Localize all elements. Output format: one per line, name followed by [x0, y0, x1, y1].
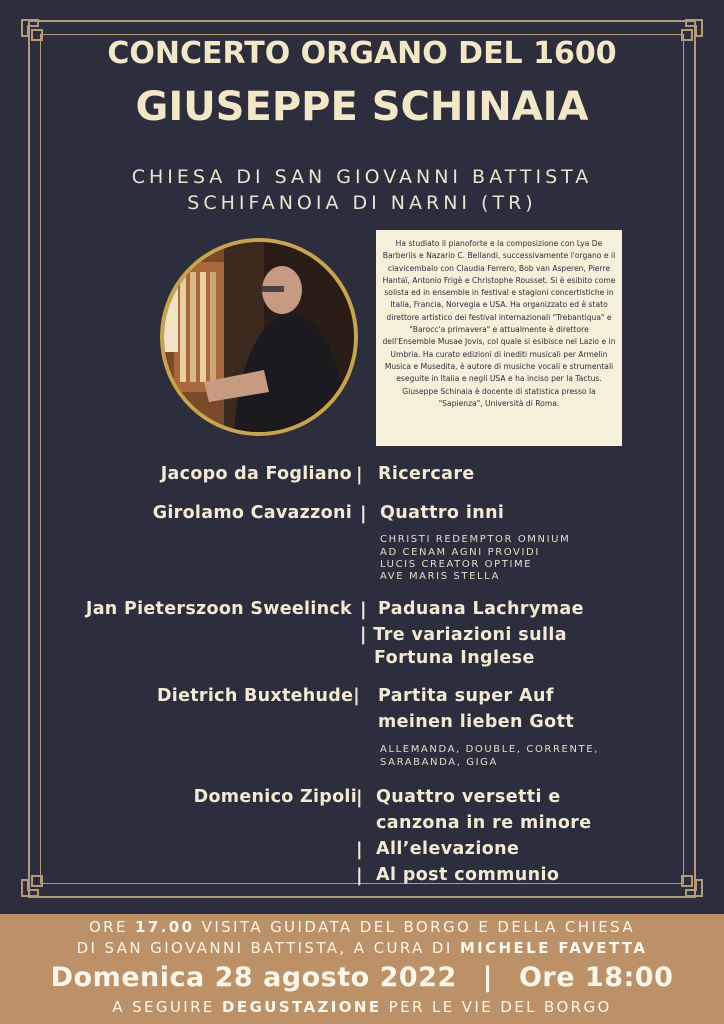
performer-biography: Ha studiato il pianoforte e la composizione con Lya De Barberiis e Nazario C. Bellandi, successivamente l'organo e il clavicembalo con Claudia Ferrero, Bob van Asperen, Pierre Hantaï, Antonio Frigè e Christophe Rousset. Si è esibito come solista ed in ensemble in festival e stagioni concertistiche in Italia, Francia, Norvegia e USA. Ha organizzato ed è stato direttore artistico dei festival internazionali "Trebantiqua" e "Barocc'a primavera" e attualmente è direttore dell'Ensemble Musae Jovis, col quale si esibisce nel Lazio e in Umbria. Ha curato edizioni di inediti musicali per Armelin Musica e Musedita, è autore di musiche vocali e strumentali eseguite in Italia e negli USA e ha inciso per la Tactus. Giuseppe Schinaia è docente di statistica presso la "Sapienza", Università di Roma.: [376, 230, 622, 446]
corner-ornament-icon: [674, 868, 704, 898]
tour-text: ORE: [88, 918, 136, 936]
piece-title: Al post communio: [376, 865, 560, 885]
separator: |: [356, 865, 363, 886]
venue-church: CHIESA DI SAN GIOVANNI BATTISTA: [131, 166, 593, 188]
separator: |: [482, 962, 494, 993]
tour-time: 17.00: [135, 918, 195, 936]
composer-name: Jan Pieterszoon Sweelinck: [85, 599, 352, 619]
guided-tour-line: [0, 918, 724, 936]
separator: |: [360, 599, 367, 620]
separator: |: [356, 839, 363, 860]
event-time: Ore 18:00: [518, 962, 674, 993]
piece-subtitle: LUCIS CREATOR OPTIME: [380, 559, 533, 570]
guide-line: [0, 939, 724, 957]
event-date: Domenica 28 agosto 2022: [50, 962, 457, 993]
piece-title: Ricercare: [378, 464, 475, 484]
tasting-highlight: DEGUSTAZIONE: [221, 998, 382, 1016]
piece-title: Fortuna Inglese: [374, 648, 535, 668]
composer-name: Dietrich Buxtehude|: [156, 686, 360, 706]
tasting-text: A SEGUIRE: [112, 998, 222, 1016]
event-date-line: [0, 962, 724, 993]
separator: |: [360, 503, 367, 524]
piece-subtitle: AVE MARIS STELLA: [380, 571, 501, 582]
composer-name: Girolamo Cavazzoni: [152, 503, 352, 523]
venue-town: SCHIFANOIA DI NARNI (TR): [187, 192, 537, 214]
piece-title: canzona in re minore: [376, 813, 592, 833]
concert-title: CONCERTO ORGANO DEL 1600: [107, 36, 617, 71]
corner-ornament-icon: [20, 868, 50, 898]
guide-name: MICHELE FAVETTA: [459, 939, 648, 957]
piece-subtitle: AD CENAM AGNI PROVIDI: [380, 547, 540, 558]
tour-text: VISITA GUIDATA DEL BORGO E DELLA CHIESA: [194, 918, 636, 936]
piece-subtitle: ALLEMANDA, DOUBLE, CORRENTE,: [380, 744, 599, 755]
guide-text: DI SAN GIOVANNI BATTISTA, A CURA DI: [76, 939, 460, 957]
footer-band: [0, 914, 724, 1024]
composer-name: Domenico Zipoli: [193, 787, 357, 807]
piece-title: Quattro inni: [380, 503, 505, 523]
piece-title: | Tre variazioni sulla: [360, 625, 567, 645]
tasting-line: [0, 998, 724, 1016]
separator: |: [356, 464, 363, 485]
separator: |: [356, 787, 363, 808]
piece-title: meinen lieben Gott: [378, 712, 575, 732]
piece-title: Paduana Lachrymae: [378, 599, 584, 619]
performer-name: GIUSEPPE SCHINAIA: [135, 84, 589, 130]
composer-name: Jacopo da Fogliano: [160, 464, 352, 484]
piece-title: All’elevazione: [376, 839, 520, 859]
performer-portrait: [160, 238, 358, 436]
piece-title: Quattro versetti e: [376, 787, 561, 807]
piece-title: Partita super Auf: [378, 686, 554, 706]
tasting-text: PER LE VIE DEL BORGO: [381, 998, 612, 1016]
piece-subtitle: CHRISTI REDEMPTOR OMNIUM: [380, 534, 571, 545]
piece-subtitle: SARABANDA, GIGA: [380, 757, 498, 768]
